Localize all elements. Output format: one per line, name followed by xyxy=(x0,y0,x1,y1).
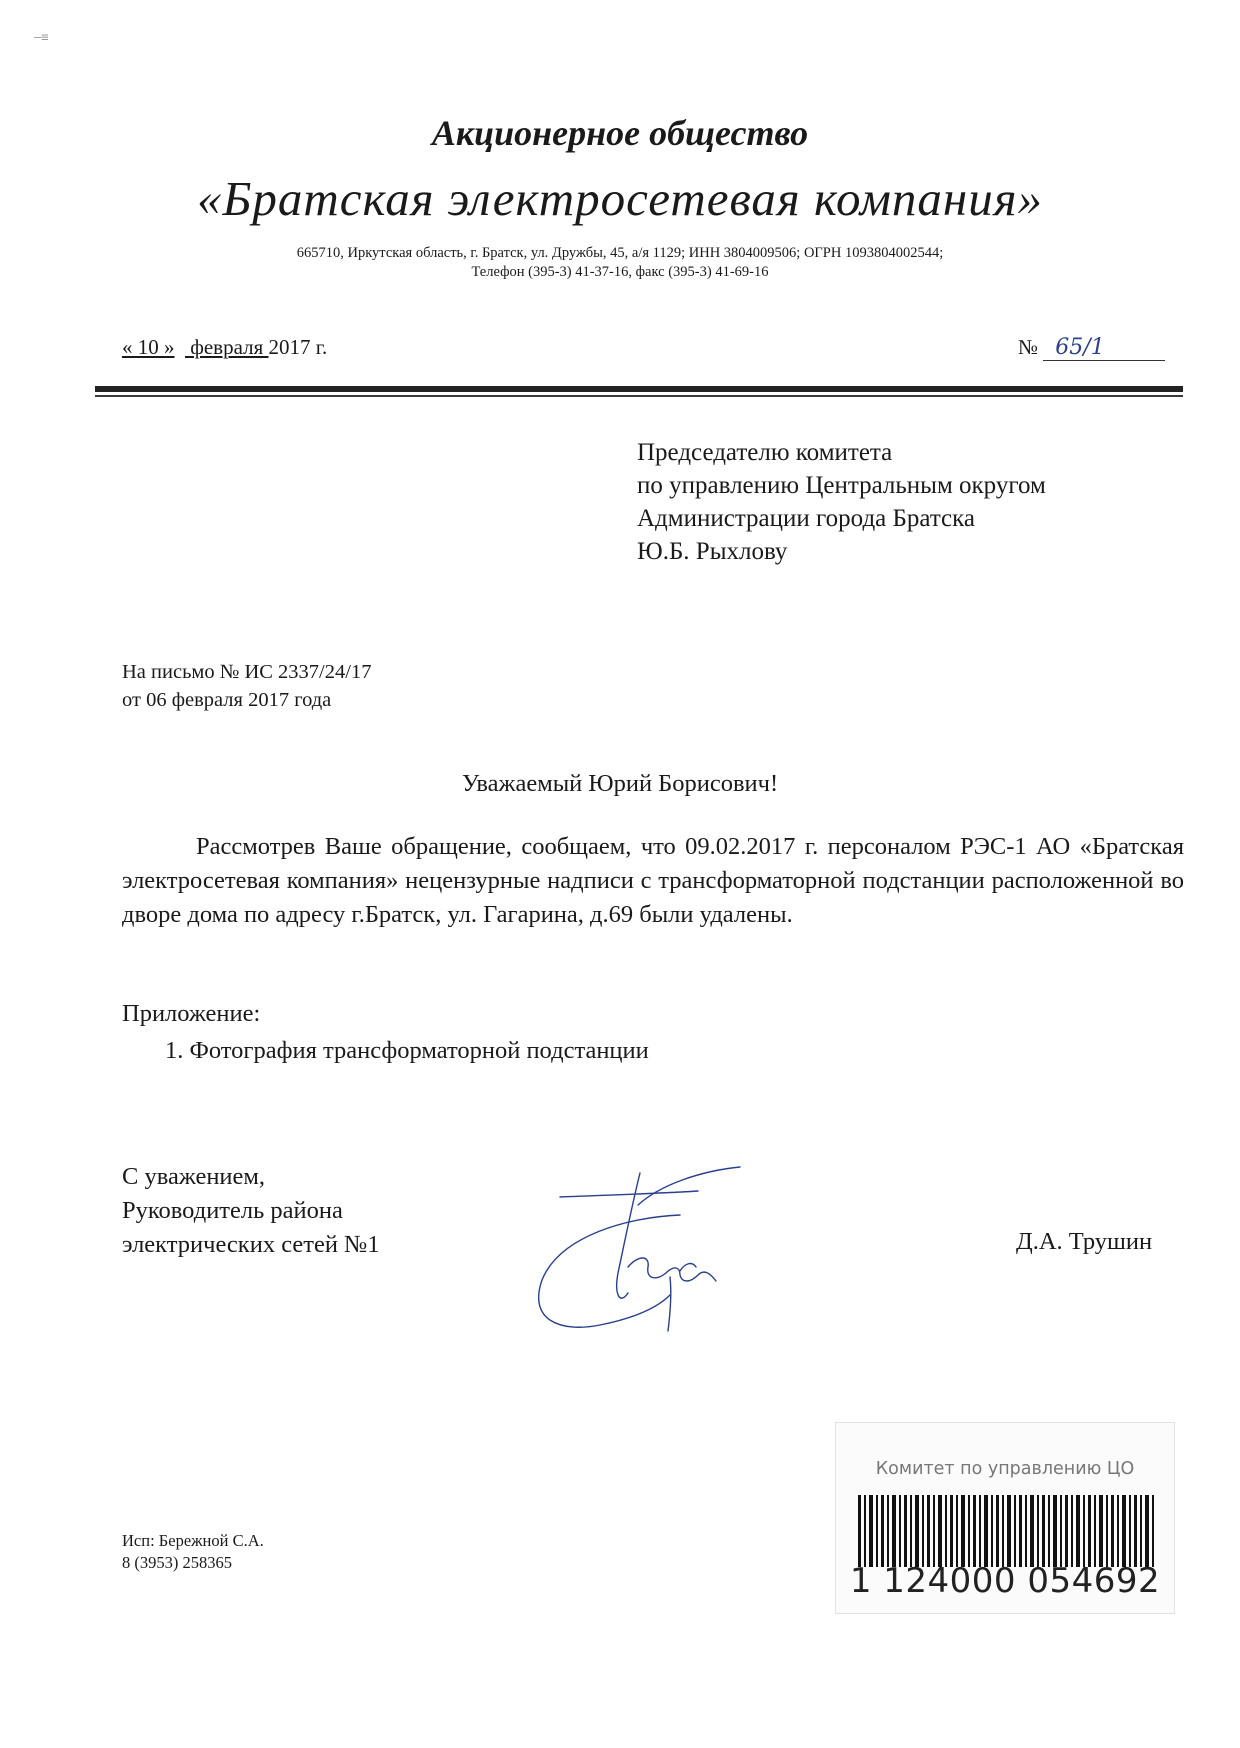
org-name: «Братская электросетевая компания» xyxy=(197,171,1043,226)
number-label: № xyxy=(1018,335,1039,359)
signoff-block xyxy=(122,1160,380,1262)
attachments-title: Приложение: xyxy=(122,1000,261,1027)
stamp-label: Комитет по управлению ЦО xyxy=(875,1459,1135,1479)
attachment-item: 1. Фотография трансформаторной подстанции xyxy=(165,1037,649,1064)
signoff-line-3: электрических сетей №1 xyxy=(122,1231,380,1258)
signer-name: Д.А. Трушин xyxy=(1016,1228,1153,1255)
date-close-quote: » xyxy=(164,335,175,359)
date-day: 10 xyxy=(132,335,164,359)
reply-ref-line-2: от 06 февраля 2017 года xyxy=(122,689,332,711)
address-line-1: 665710, Иркутская область, г. Братск, ул. Дружбы, 45, а/я 1129; ИНН 3804009506; ОГРН 1093804002544; xyxy=(296,245,944,261)
registration-stamp xyxy=(835,1422,1175,1614)
header-divider-thin xyxy=(95,395,1183,397)
address-line-2: Телефон (395-3) 41-37-16, факс (395-3) 41-69-16 xyxy=(471,264,769,280)
reply-ref-line-1: На письмо № ИС 2337/24/17 xyxy=(122,661,372,683)
barcode xyxy=(856,1495,1156,1567)
date-open-quote: « xyxy=(122,335,133,359)
executor-phone: 8 (3953) 258365 xyxy=(122,1553,232,1572)
recipient-line-4: Ю.Б. Рыхлову xyxy=(637,538,788,565)
executor-name: Исп: Бережной С.А. xyxy=(122,1531,264,1550)
barcode-digits: 1 124000 054692 xyxy=(849,1561,1161,1601)
letter-number xyxy=(1018,335,1165,361)
signoff-line-1: С уважением, xyxy=(122,1163,266,1190)
header-divider xyxy=(95,386,1183,392)
executor-block xyxy=(122,1530,264,1574)
salutation: Уважаемый Юрий Борисович! xyxy=(461,770,779,797)
org-address xyxy=(0,244,1240,282)
reply-reference xyxy=(122,658,371,714)
date-year: 2017 г. xyxy=(268,335,328,359)
recipient-block xyxy=(637,436,1046,568)
letter-date xyxy=(122,335,327,360)
number-value: 65/1 xyxy=(1043,335,1165,361)
handwritten-signature xyxy=(520,1155,800,1355)
recipient-line-2: по управлению Центральным округом xyxy=(637,472,1046,499)
recipient-line-1: Председателю комитета xyxy=(637,439,893,466)
date-month: февраля xyxy=(185,335,269,359)
letter-body: Рассмотрев Ваше обращение, сообщаем, что 09.02.2017 г. персоналом РЭС-1 АО «Братская электросетевая компания» нецензурные надписи с трансформаторной подстанции расположенной во дворе дома по адресу г.Братск, ул. Гагарина, д.69 были удалены. xyxy=(122,833,1184,928)
org-type: Акционерное общество xyxy=(431,113,809,153)
signoff-line-2: Руководитель района xyxy=(122,1197,343,1224)
scan-corner-mark: —≡ xyxy=(34,30,49,44)
recipient-line-3: Администрации города Братска xyxy=(637,505,976,532)
